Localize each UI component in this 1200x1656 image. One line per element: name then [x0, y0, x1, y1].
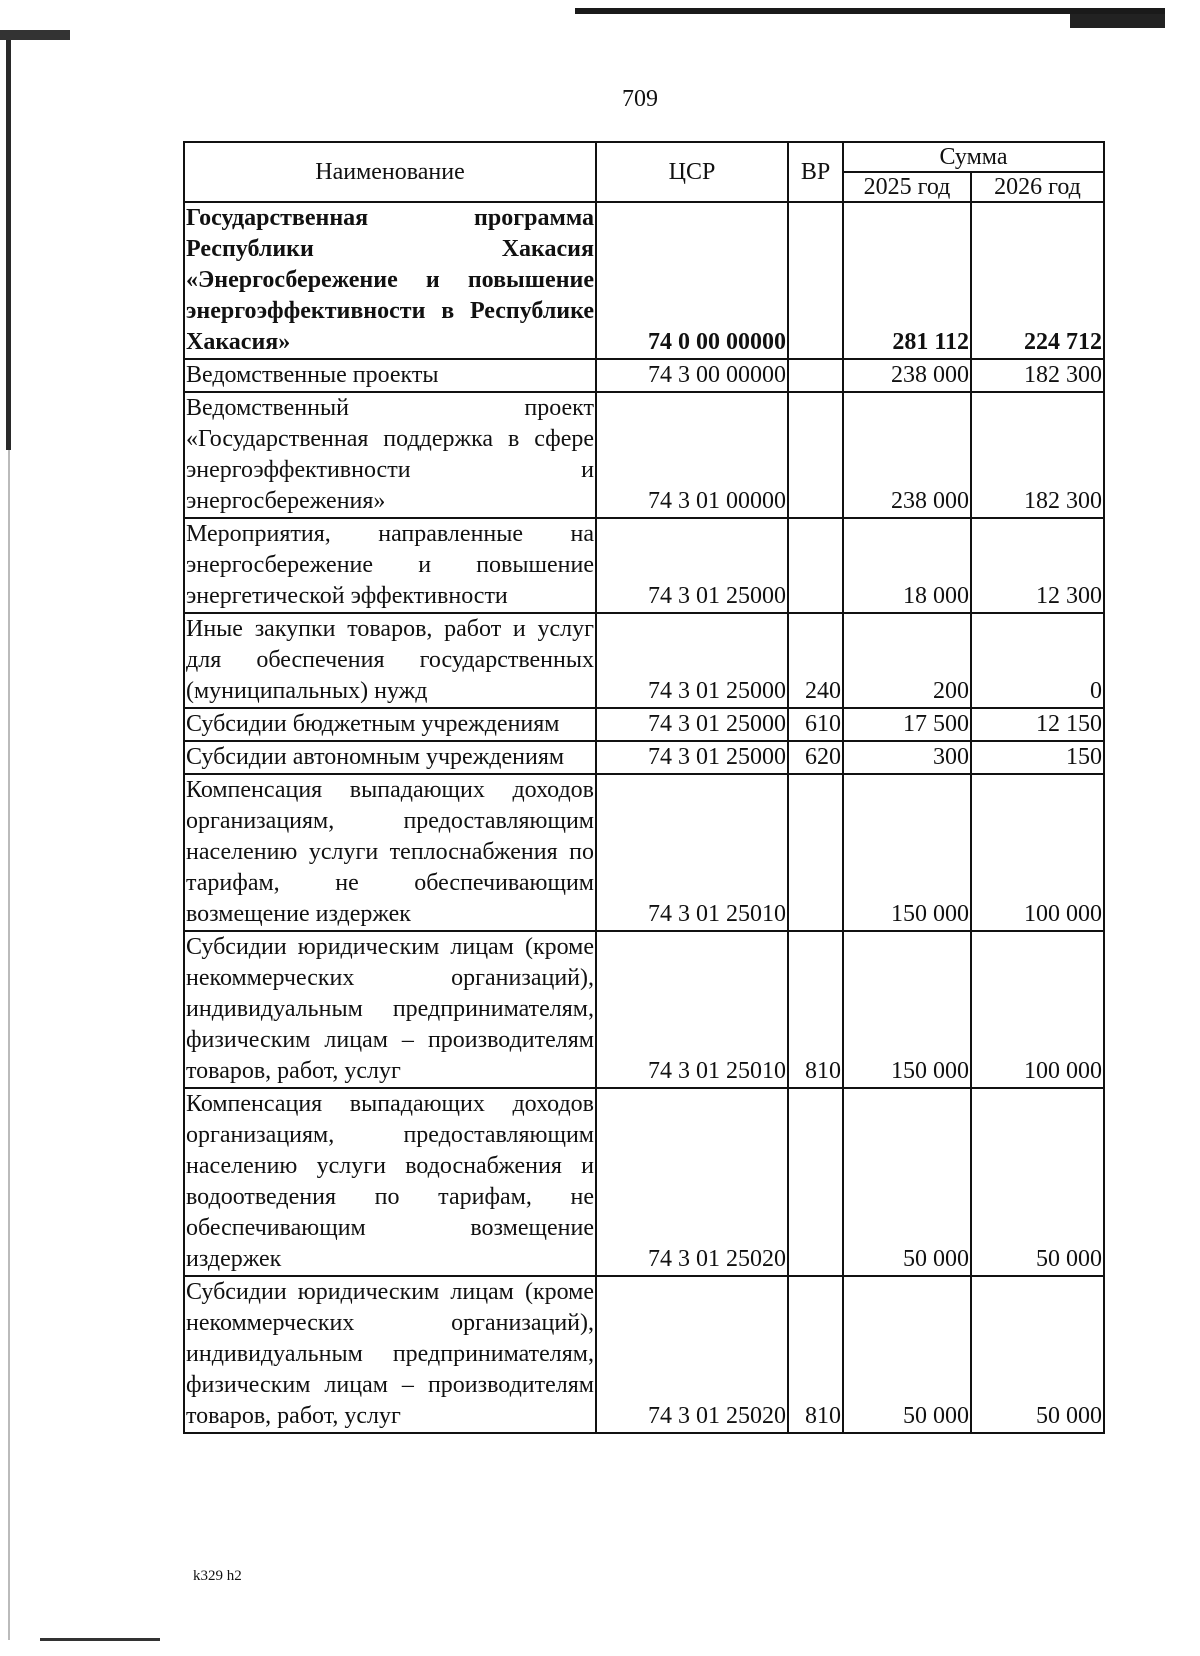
- row-sum-2025: 17 500: [843, 708, 971, 741]
- row-name: Субсидии юридическим лицам (кроме некоммерческих организаций), индивидуальным предпринимателям, физическим лицам – производителям товаров, работ, услуг: [184, 1276, 596, 1433]
- row-name: Субсидии автономным учреждениям: [184, 741, 596, 774]
- table-row: [184, 392, 1104, 518]
- row-sum-2025: 200: [843, 613, 971, 708]
- row-sum-2025: 50 000: [843, 1276, 971, 1433]
- row-name: Государственная программа Республики Хакасия «Энергосбережение и повышение энергоэффективности в Республике Хакасия»: [184, 202, 596, 359]
- scan-artifact-top-corner: [1070, 14, 1165, 28]
- row-sum-2026: 150: [971, 741, 1104, 774]
- table-row: [184, 774, 1104, 931]
- row-csr: 74 3 01 00000: [596, 392, 788, 518]
- row-csr: 74 3 01 25000: [596, 518, 788, 613]
- header-name: Наименование: [184, 142, 596, 202]
- row-vr: 810: [788, 931, 843, 1088]
- row-sum-2025: 300: [843, 741, 971, 774]
- row-vr: [788, 202, 843, 359]
- table-header: [184, 142, 1104, 202]
- header-sum: Сумма: [843, 142, 1104, 172]
- row-csr: 74 3 01 25000: [596, 613, 788, 708]
- row-name: Мероприятия, направленные на энергосбережение и повышение энергетической эффективности: [184, 518, 596, 613]
- row-sum-2026: 100 000: [971, 774, 1104, 931]
- row-vr: [788, 359, 843, 392]
- row-csr: 74 3 01 25020: [596, 1276, 788, 1433]
- table-row: [184, 202, 1104, 359]
- row-vr: [788, 392, 843, 518]
- row-csr: 74 3 01 25000: [596, 708, 788, 741]
- row-sum-2026: 182 300: [971, 392, 1104, 518]
- row-name: Компенсация выпадающих доходов организациям, предоставляющим населению услуги водоснабжения и водоотведения по тарифам, не обеспечивающим возмещение издержек: [184, 1088, 596, 1276]
- table-row: [184, 931, 1104, 1088]
- header-year-2026: 2026 год: [971, 172, 1104, 202]
- table-row: [184, 708, 1104, 741]
- row-sum-2026: 0: [971, 613, 1104, 708]
- row-vr: 240: [788, 613, 843, 708]
- table-row: [184, 359, 1104, 392]
- row-sum-2025: 281 112: [843, 202, 971, 359]
- row-name: Субсидии бюджетным учреждениям: [184, 708, 596, 741]
- scan-artifact-left-corner: [0, 30, 70, 40]
- row-sum-2025: 150 000: [843, 931, 971, 1088]
- row-name: Компенсация выпадающих доходов организациям, предоставляющим населению услуги теплоснабжения по тарифам, не обеспечивающим возмещение издержек: [184, 774, 596, 931]
- page-number: 709: [622, 86, 658, 112]
- row-csr: 74 3 01 25000: [596, 741, 788, 774]
- row-sum-2025: 150 000: [843, 774, 971, 931]
- row-sum-2026: 224 712: [971, 202, 1104, 359]
- row-sum-2025: 50 000: [843, 1088, 971, 1276]
- header-year-2025: 2025 год: [843, 172, 971, 202]
- table-body: [184, 202, 1104, 1433]
- row-vr: [788, 1088, 843, 1276]
- row-name: Иные закупки товаров, работ и услуг для обеспечения государственных (муниципальных) нужд: [184, 613, 596, 708]
- row-csr: 74 3 01 25010: [596, 774, 788, 931]
- row-csr: 74 3 01 25020: [596, 1088, 788, 1276]
- row-vr: [788, 518, 843, 613]
- row-name: Ведомственные проекты: [184, 359, 596, 392]
- row-sum-2025: 18 000: [843, 518, 971, 613]
- header-csr: ЦСР: [596, 142, 788, 202]
- row-vr: 610: [788, 708, 843, 741]
- table-row: [184, 518, 1104, 613]
- table-row: [184, 613, 1104, 708]
- row-vr: [788, 774, 843, 931]
- row-sum-2026: 50 000: [971, 1088, 1104, 1276]
- table-row: [184, 1088, 1104, 1276]
- row-csr: 74 3 00 00000: [596, 359, 788, 392]
- row-sum-2026: 100 000: [971, 931, 1104, 1088]
- row-sum-2025: 238 000: [843, 392, 971, 518]
- row-vr: 620: [788, 741, 843, 774]
- budget-table: [183, 141, 1105, 1434]
- row-sum-2026: 50 000: [971, 1276, 1104, 1433]
- row-name: Ведомственный проект «Государственная поддержка в сфере энергоэффективности и энергосбережения»: [184, 392, 596, 518]
- table-row: [184, 741, 1104, 774]
- row-name: Субсидии юридическим лицам (кроме некоммерческих организаций), индивидуальным предпринимателям, физическим лицам – производителям товаров, работ, услуг: [184, 931, 596, 1088]
- scan-artifact-left-edge: [8, 450, 10, 1640]
- header-vr: ВР: [788, 142, 843, 202]
- row-csr: 74 3 01 25010: [596, 931, 788, 1088]
- row-sum-2025: 238 000: [843, 359, 971, 392]
- row-vr: 810: [788, 1276, 843, 1433]
- footer-code: k329 h2: [193, 1568, 242, 1584]
- row-csr: 74 0 00 00000: [596, 202, 788, 359]
- row-sum-2026: 12 300: [971, 518, 1104, 613]
- scan-artifact-bottom: [40, 1638, 160, 1641]
- row-sum-2026: 182 300: [971, 359, 1104, 392]
- row-sum-2026: 12 150: [971, 708, 1104, 741]
- table-row: [184, 1276, 1104, 1433]
